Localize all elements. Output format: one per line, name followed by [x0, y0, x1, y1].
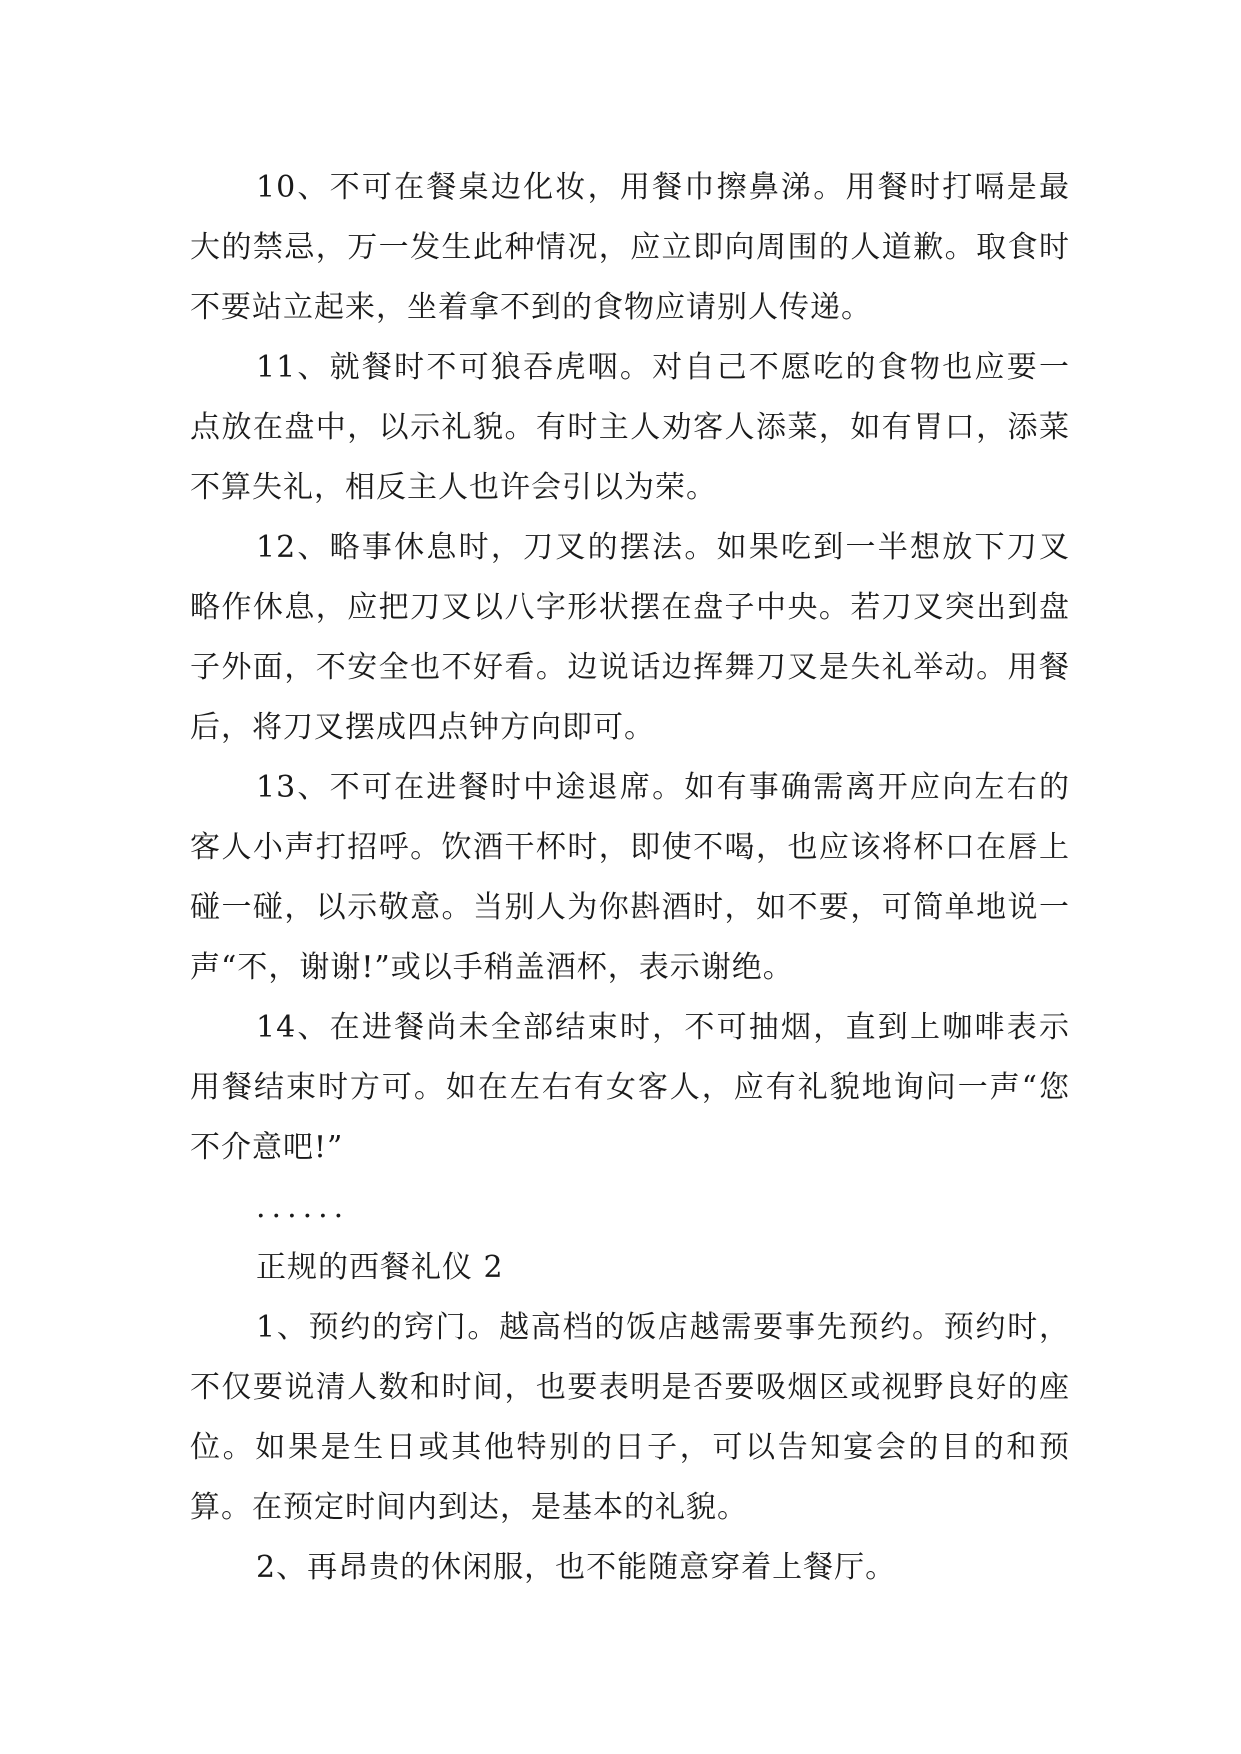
paragraph-13: 13、不可在进餐时中途退席。如有事确需离开应向左右的客人小声打招呼。饮酒干杯时，即使不喝，也应该将杯口在唇上碰一碰，以示敬意。当别人为你斟酒时，如不要，可简单地说一声“不，谢谢!”或以手稍盖酒杯，表示谢绝。	[190, 770, 1070, 985]
paragraph-11: 11、就餐时不可狼吞虎咽。对自己不愿吃的食物也应要一点放在盘中，以示礼貌。有时主人劝客人添菜，如有胃口，添菜不算失礼，相反主人也许会引以为荣。	[190, 350, 1070, 505]
paragraph-12: 12、略事休息时，刀叉的摆法。如果吃到一半想放下刀叉略作休息，应把刀叉以八字形状摆在盘子中央。若刀叉突出到盘子外面，不安全也不好看。边说话边挥舞刀叉是失礼举动。用餐后，将刀叉摆成四点钟方向即可。	[190, 530, 1070, 745]
paragraph-2: 2、再昂贵的休闲服，也不能随意穿着上餐厅。	[256, 1550, 897, 1585]
paragraph-14: 14、在进餐尚未全部结束时，不可抽烟，直到上咖啡表示用餐结束时方可。如在左右有女客人，应有礼貌地询问一声“您不介意吧!”	[190, 1010, 1070, 1165]
section-title: 正规的西餐礼仪 2	[256, 1250, 504, 1285]
paragraph-1: 1、预约的窍门。越高档的饭店越需要事先预约。预约时，不仅要说清人数和时间，也要表明是否要吸烟区或视野良好的座位。如果是生日或其他特别的日子，可以告知宴会的目的和预算。在预定时间内到达，是基本的礼貌。	[190, 1310, 1070, 1525]
ellipsis: ......	[256, 1190, 350, 1225]
document-body	[190, 158, 1070, 1598]
paragraph-10: 10、不可在餐桌边化妆，用餐巾擦鼻涕。用餐时打嗝是最大的禁忌，万一发生此种情况，应立即向周围的人道歉。取食时不要站立起来，坐着拿不到的食物应请别人传递。	[190, 170, 1070, 325]
